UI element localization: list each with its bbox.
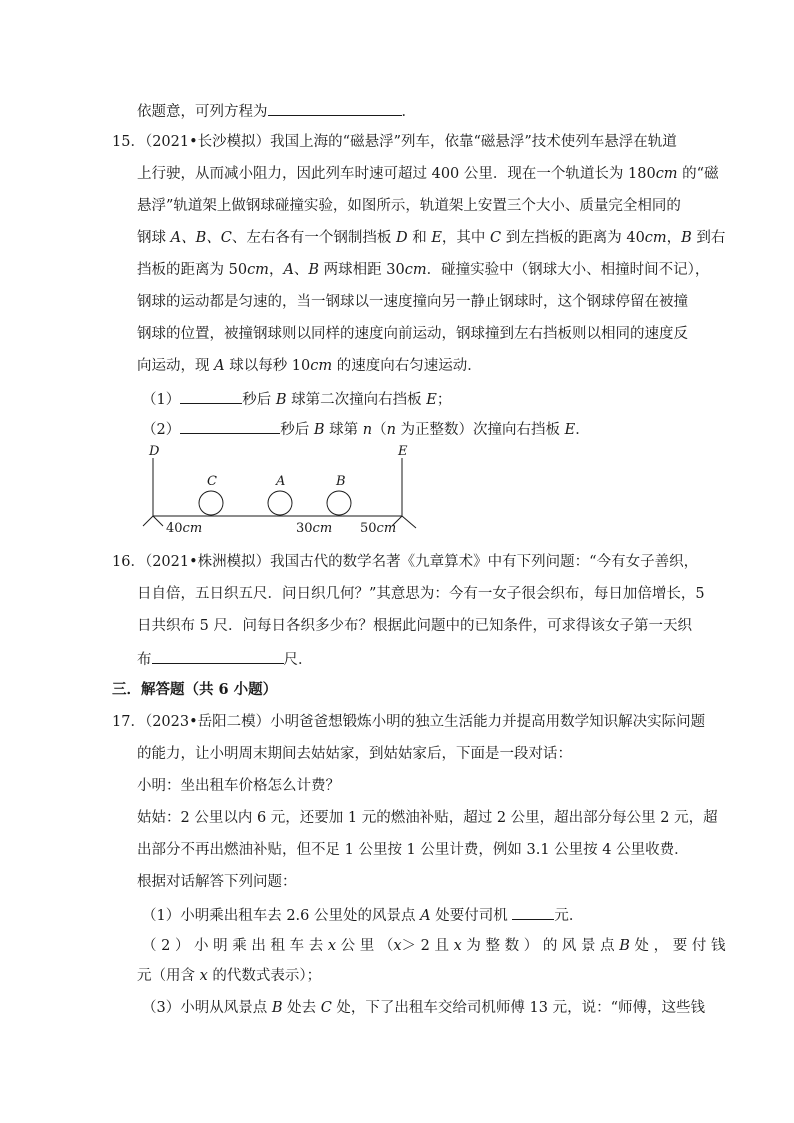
q17-line-5: 出部分不再出燃油补贴，但不足 1 公里按 1 公里计费，例如 3.1 公里按 4 公里收费．	[137, 842, 689, 858]
q15-line-6: 钢球的运动都是匀速的，当一钢球以一速度撞向另一静止钢球时，这个钢球停留在被撞	[137, 294, 688, 310]
label-a: A	[276, 474, 286, 489]
q15-line-2: 上行驶，从而减小阻力，因此列车时速可超过 400 公里．现在一个轨道长为 180cm 的“磁	[137, 166, 719, 182]
q16-line-1: 16．（2021•株洲模拟）我国古代的数学名著《九章算术》中有下列问题：“今有女子善织，	[112, 554, 699, 570]
q15-line-5: 挡板的距离为 50cm，A、B 两球相距 30cm．碰撞实验中（钢球大小、相撞时间不记），	[137, 262, 710, 278]
q15-sub-1: （1） 秒后 B 球第二次撞向右挡板 E；	[142, 388, 451, 410]
q15-line-7: 钢球的位置，被撞钢球则以同样的速度向前运动，钢球撞到左右挡板则以相同的速度反	[137, 326, 688, 342]
q14-equation-line: 依题意，可列方程为 ．	[137, 100, 416, 122]
label-e: E	[398, 444, 408, 459]
question-number: 15．	[112, 134, 145, 150]
q17-line-6: 根据对话解答下列问题：	[137, 874, 297, 890]
q17-line-2: 的能力，让小明周末期间去姑姑家，到姑姑家后，下面是一段对话：	[137, 746, 572, 762]
section-title: 三．解答题（共 6 小题）	[112, 681, 278, 698]
question-number: 16．	[112, 554, 145, 570]
q15-line-8: 向运动，现 A 球以每秒 10cm 的速度向右匀速运动．	[137, 358, 482, 374]
q17-sub-2-line-2: 元（用含 x 的代数式表示）；	[137, 968, 322, 984]
q16-line-2: 日自倍，五日织五尺．问日织几何？”其意思为：今有一女子很会织布，每日加倍增长，5	[137, 586, 705, 602]
left-base	[143, 516, 153, 526]
ball-b	[327, 491, 351, 515]
q17-sub-3: （3）小明从风景点 B 处去 C 处，下了出租车交给司机师傅 13 元，说：“师傅，这些钱	[142, 1000, 706, 1016]
q16-line-3: 日共织布 5 尺．问每日各织多少布？根据此问题中的已知条件，可求得该女子第一天织	[137, 618, 692, 634]
left-base	[153, 516, 163, 526]
q17-sub-1: （1）小明乘出租车去 2.6 公里处的风景点 A 处要付司机 元．	[142, 904, 583, 926]
answer-blank[interactable]	[512, 904, 554, 920]
q15-sub-2: （2） 秒后 B 球第 n（n 为正整数）次撞向右挡板 E．	[142, 418, 590, 440]
answer-blank[interactable]	[268, 100, 402, 116]
q17-line-4: 姑姑：2 公里以内 6 元，还要加 1 元的燃油补贴，超过 2 公里，超出部分每公里 2 元，超	[137, 810, 718, 826]
label-c: C	[207, 474, 217, 489]
distance-right: 50cm	[360, 521, 397, 536]
q15-line-3: 悬浮”轨道架上做钢球碰撞实验，如图所示，轨道架上安置三个大小、质量完全相同的	[137, 198, 681, 214]
q15-line-4: 钢球 A、B、C、左右各有一个钢制挡板 D 和 E，其中 C 到左挡板的距离为 40cm，B 到右	[137, 230, 726, 246]
q17-sub-2: （ 2 ） 小 明 乘 出 租 车 去 x 公 里 （x＞ 2 且 x 为 整 数 ） 的 风 景 点 B 处 ， 要 付 钱	[142, 938, 726, 954]
q17-line-3: 小明：坐出租车价格怎么计费？	[137, 778, 340, 794]
q16-line-4: 布 尺．	[137, 648, 313, 670]
answer-blank[interactable]	[180, 418, 280, 434]
distance-left: 40cm	[166, 521, 203, 536]
distance-mid: 30cm	[296, 521, 333, 536]
ball-a	[268, 491, 292, 515]
right-base	[402, 516, 416, 528]
q17-line-1: 17．（2023•岳阳二模）小明爸爸想锻炼小明的独立生活能力并提高用数学知识解决实际问题	[112, 714, 706, 730]
label-d: D	[149, 444, 160, 459]
question-number: 17．	[112, 714, 145, 730]
track-diagram	[140, 440, 430, 540]
ball-c	[199, 491, 223, 515]
answer-blank[interactable]	[152, 648, 284, 664]
label-b: B	[336, 474, 346, 489]
answer-blank[interactable]	[180, 388, 242, 404]
q15-line-1: 15．（2021•长沙模拟）我国上海的“磁悬浮”列车，依靠“磁悬浮”技术使列车悬浮在轨道	[112, 134, 677, 150]
